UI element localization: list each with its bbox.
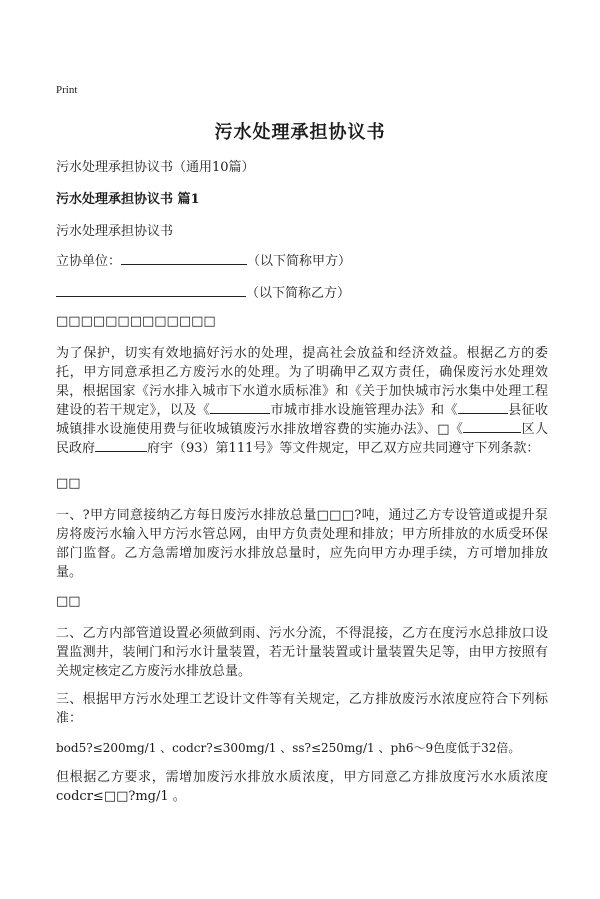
intro-text-4: 区人民政府 [56,422,548,456]
gov-blank[interactable] [95,439,147,452]
party-a-line [56,250,351,269]
intro-text-3: 县征收城镇排水设施使用费与征收城镇废污水排放增容费的实施办法》、□《 [56,403,548,437]
party-a-note: （以下简称甲方） [247,254,352,269]
page-title: 污水处理承担协议书 [214,122,386,143]
section-heading: 污水处理承担协议书 篇1 [56,192,200,207]
print-label[interactable]: Print [56,84,78,96]
party-b-note: （以下简称乙方） [246,286,351,301]
intro-paragraph [56,344,548,458]
city-blank[interactable] [210,401,270,414]
intro-text-1: 为了保护，切实有效地搞好污水的处理，提高社会放益和经济效益。根据乙方的委托，甲方同意承担乙方废污水的处理。为了明确甲乙双方责任，确保废污水处理效果，根据国家《污水排入城市下水道水质标准》和《关于加快城市污水集中处理工程建设的若干规定》，以及《 [56,346,548,418]
district-blank[interactable] [463,420,521,433]
note-paragraph: 但根据乙方要求，需增加废污水排放水质浓度，甲方同意乙方排放度污水水质浓度codcr≤□□?mg/1 。 [56,770,548,804]
party-b-blank[interactable] [56,282,246,297]
party-a-blank[interactable] [121,250,247,265]
article-2: 二、乙方内部管道设置必须做到雨、污水分流，不得混接，乙方在度污水总排放口设置监测井，装闸门和污水计量装置，若无计量装置或计量装置失足等，由甲方按照有关规定核定乙方废污水排放总量。 [56,626,548,679]
intro-text-2: 市城市排水设施管理办法》和《 [270,403,458,418]
intro-text-5: 府宇（93）第111号》等文件规定，甲乙双方应共同遵守下列条款： [147,441,540,456]
garbled-line: □□□□□□□□□□□□□ [56,314,216,329]
article-1: 一、?甲方同意接纳乙方每日废污水排放总量□□□?吨，通过乙方专设管道或提升泵房将废污水输入甲方污水管总网，由甲方负责处理和排放；甲方所排放的水质受环保部门监督。乙方急需增加废污水排放总量时，应先向甲方办理手续，方可增加排放量。 [56,508,548,580]
article-1-mark: □□ [56,476,81,491]
party-b-line [56,282,350,301]
standards-line: bod5?≤200mg/1 、codcr?≤300mg/1 、ss?≤250mg/1 、ph6～9色度低于32倍。 [56,741,521,755]
article-2-mark: □□ [56,594,81,609]
agreement-subtitle: 污水处理承担协议书 [56,224,174,239]
article-3: 三、根据甲方污水处理工艺设计文件等有关规定，乙方排放废污水浓度应符合下列标准： [56,692,548,726]
party-a-label: 立协单位： [56,254,122,269]
county-blank[interactable] [458,401,508,414]
document-subtitle: 污水处理承担协议书（通用10篇） [56,160,255,175]
